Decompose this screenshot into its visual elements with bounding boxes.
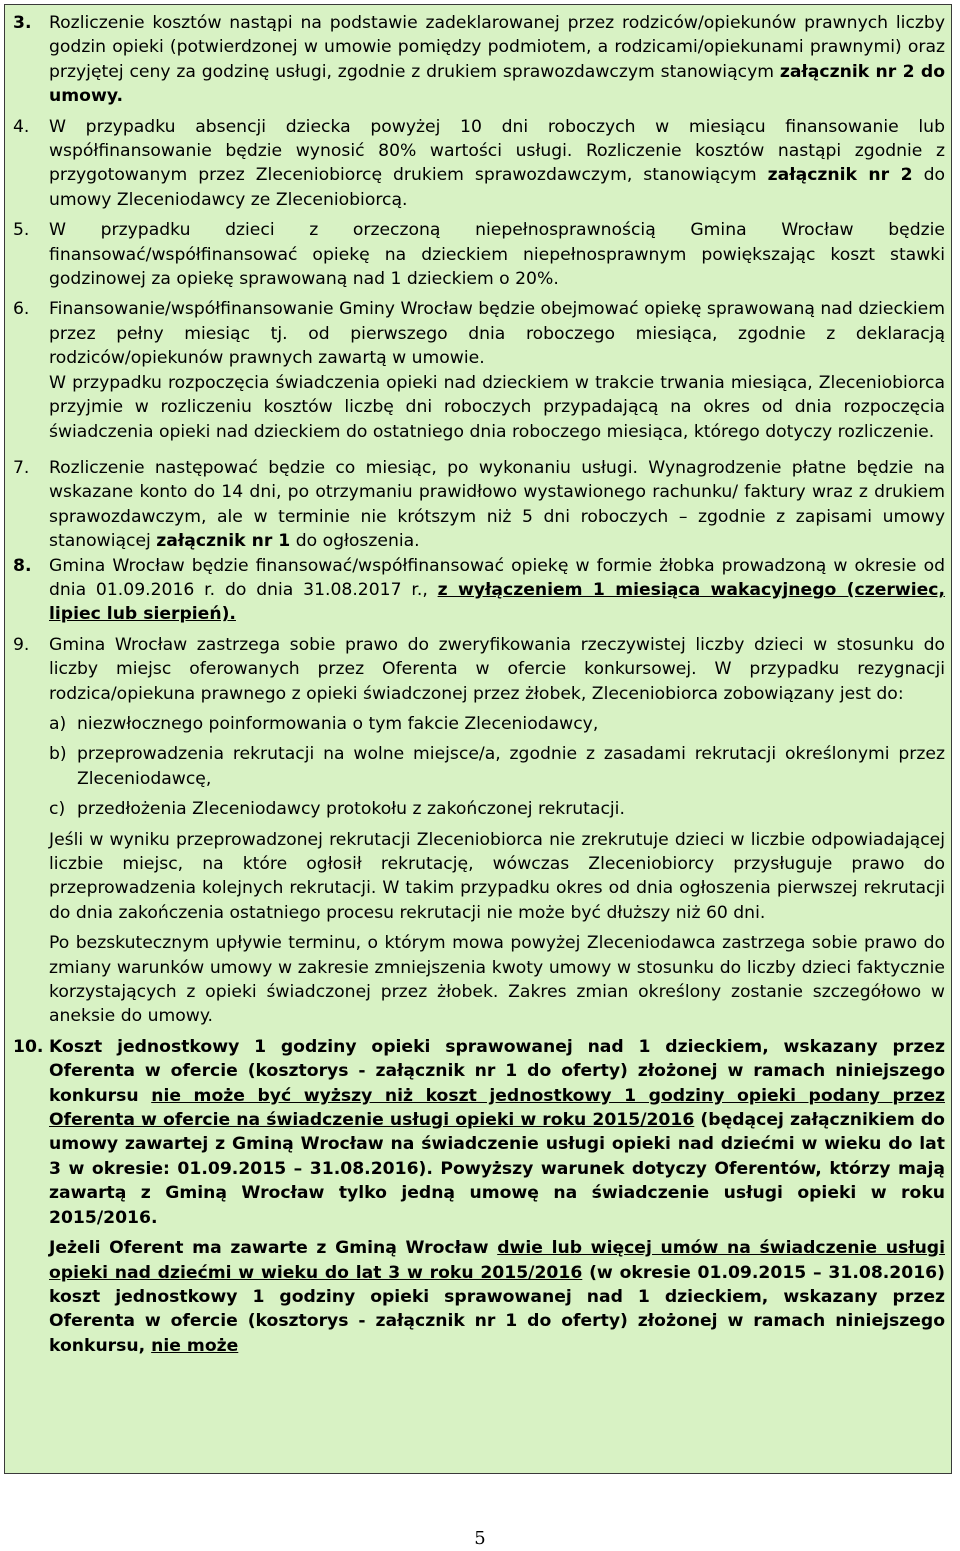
paragraph-3 xyxy=(13,11,945,109)
paragraph-bold-text: Koszt jednostkowy 1 godziny opieki sprawowanej nad 1 dzieckiem, wskazany przez Oferenta w ofercie (kosztorys - załącznik nr 1 do oferty) złożonej w ramach niniejszego konkursu xyxy=(49,1036,945,1106)
paragraph-number: 10. xyxy=(13,1036,44,1057)
paragraph-text: W przypadku dzieci z orzeczoną niepełnosprawnością Gmina Wrocław będzie finansować/współfinansować opiekę na dzieckiem niepełnosprawnym powiększając koszt stawki godzinowej za opiekę sprawowaną nad 1 dzieckiem o 20%. xyxy=(49,220,945,290)
paragraph-text: W przypadku absencji dziecka powyżej 10 dni roboczych w miesiącu finansowanie lub współfinansowanie będzie wynosić 80% wartości usługi. Rozliczenie kosztów nastąpi zgodnie z przygotowanym przez Zleceniobiorcę drukiem sprawozdawczym, stanowiącym xyxy=(49,116,945,186)
paragraph-underlined-text-end: nie może xyxy=(151,1335,239,1356)
paragraph-5 xyxy=(13,218,945,291)
paragraph-6 xyxy=(13,297,945,443)
paragraph-9-deadline-text: Po bezskutecznym upływie terminu, o którym mowa powyżej Zleceniodawca zastrzega sobie prawo do zmiany warunków umowy w zakresie zmniejszenia kwoty umowy w stosunku do liczby dzieci faktycznie korzystających z opieki świadczonej przez żłobek. Zakres zmian określony zostanie szczegółowo w aneksie do umowy. xyxy=(49,933,945,1027)
paragraph-bold-text: załącznik nr 1 xyxy=(156,531,291,552)
paragraph-text: Finansowanie/współfinansowanie Gminy Wrocław będzie obejmować opiekę sprawowaną nad dzieckiem przez pełny miesiąc tj. od pierwszego dnia roboczego miesiąca, zgodnie z deklaracją rodziców/opiekunów prawnych zawartą w umowie. xyxy=(49,299,945,369)
list-item-text: przeprowadzenia rekrutacji na wolne miejsce/a, zgodnie z zasadami rekrutacji określonymi przez Zleceniodawcę, xyxy=(77,744,945,789)
paragraph-text-end: do ogłoszenia. xyxy=(290,531,420,552)
paragraph-9-recruitment-text: Jeśli w wyniku przeprowadzonej rekrutacji Zleceniobiorca nie zrekrutuje dzieci w liczbie odpowiadającej liczbie miejsc, na które ogłosił rekrutację, wówczas Zleceniobiorcy przysługuje prawo do przeprowadzenia kolejnych rekrutacji. W takim przypadku okres od dnia ogłoszenia pierwszej rekrutacji do dnia zakończenia ostatniego procesu rekrutacji nie może być dłuższy niż 60 dni. xyxy=(49,829,945,923)
paragraph-bold-text-end: (będącej załącznikiem do umowy zawartej z Gminą Wrocław na świadczenie usługi opieki nad dziećmi w wieku do lat 3 w okresie: 01.09.2015 – 31.08.2016). Powyższy warunek dotyczy Oferentów, którzy mają zawartą z Gminą Wrocław tylko jedną umowę na świadczenie usługi opieki w roku 2015/2016. xyxy=(49,1110,945,1228)
paragraph-number: 5. xyxy=(13,220,30,241)
paragraph-number: 8. xyxy=(13,555,32,576)
paragraph-underlined-text: dwie lub więcej umów na świadczenie usługi opieki nad dziećmi w wieku do lat 3 w roku 2015/2016 xyxy=(49,1238,945,1283)
paragraph-underlined-text: nie może być wyższy niż koszt jednostkowy 1 godziny opieki podany przez Oferenta w ofercie na świadczenie usługi opieki w roku 2015/2016 xyxy=(49,1085,945,1131)
page-number: 5 xyxy=(474,1528,486,1549)
paragraph-bold-text-continued: (w okresie 01.09.2015 – 31.08.2016) koszt jednostkowy 1 godziny opieki sprawowanej nad 1 dzieckiem, wskazany przez Oferenta w ofercie (kosztorys - załącznik nr 1 do oferty) złożonej w ramach niniejszego konkursu, xyxy=(49,1262,945,1356)
paragraph-number: 9. xyxy=(13,634,30,655)
list-item-letter: c) xyxy=(49,799,66,820)
paragraph-bold-underlined-text: z wyłączeniem 1 miesiąca wakacyjnego (czerwiec, lipiec lub sierpień). xyxy=(49,579,945,625)
list-item xyxy=(49,712,945,736)
paragraph-text: Gmina Wrocław zastrzega sobie prawo do zweryfikowania rzeczywistej liczby dzieci w stosunku do liczby miejsc oferowanych przez Oferenta w ofercie konkursowej. W przypadku rezygnacji rodzica/opiekuna prawnego z opieki świadczonej przez żłobek, Zleceniobiorca zobowiązany jest do: xyxy=(49,634,945,704)
paragraph-4 xyxy=(13,115,945,213)
paragraph-text: Rozliczenie kosztów nastąpi na podstawie zadeklarowanej przez rodziców/opiekunów prawnych liczby godzin opieki (potwierdzonej w umowie pomiędzy podmiotem, a rodzicami/opiekunami prawnymi) oraz przyjętej ceny za godzinę usługi, zgodnie z drukiem sprawozdawczym stanowiącym xyxy=(49,13,945,82)
list-item-text: niezwłocznego poinformowania o tym fakcie Zleceniodawcy, xyxy=(77,713,599,734)
paragraph-bold-text: załącznik nr 2 xyxy=(767,165,913,186)
highlighted-section xyxy=(4,4,952,1474)
paragraph-7 xyxy=(13,456,945,554)
paragraph-number: 3. xyxy=(13,13,32,33)
paragraph-text: Gmina Wrocław będzie finansować/współfinansować opiekę w formie żłobka prowadzoną w okresie od dnia 01.09.2016 r. do dnia 31.08.2017 r., xyxy=(49,555,945,600)
paragraph-number: 7. xyxy=(13,457,30,478)
list-item-letter: b) xyxy=(49,744,67,765)
section-content xyxy=(5,5,951,1358)
list-item xyxy=(49,797,945,821)
list-item xyxy=(49,742,945,791)
paragraph-text: Rozliczenie następować będzie co miesiąc, po wykonaniu usługi. Wynagrodzenie płatne będzie na wskazane konto do 14 dni, po otrzymaniu prawidłowo wystawionego rachunku/ faktury wraz z drukiem sprawozdawczym, ale w terminie nie krótszym niż 5 dni roboczych – zgodnie z zapisami umowy stanowiącej xyxy=(49,457,945,552)
list-item-letter: a) xyxy=(49,713,67,734)
paragraph-bold-text: załącznik nr 2 do umowy. xyxy=(49,61,946,107)
paragraph-text-continued: W przypadku rozpoczęcia świadczenia opieki nad dzieckiem w trakcie trwania miesiąca, Zleceniobiorca przyjmie w rozliczeniu kosztów liczbę dni roboczych przypadającą na okres od dnia rozpoczęcia świadczenia opieki nad dzieckiem do ostatniego dnia roboczego miesiąca, którego dotyczy rozliczenie. xyxy=(49,372,945,442)
paragraph-number: 4. xyxy=(13,116,30,137)
list-item-text: przedłożenia Zleceniodawcy protokołu z zakończonej rekrutacji. xyxy=(77,799,625,820)
paragraph-text-end: do umowy Zleceniodawcy ze Zleceniobiorcą. xyxy=(49,165,945,210)
paragraph-9 xyxy=(13,633,945,706)
paragraph-10 xyxy=(13,1035,945,1358)
paragraph-number: 6. xyxy=(13,299,30,320)
paragraph-bold-text: Jeżeli Oferent ma zawarte z Gminą Wrocław xyxy=(49,1238,498,1259)
paragraph-8 xyxy=(13,554,945,627)
